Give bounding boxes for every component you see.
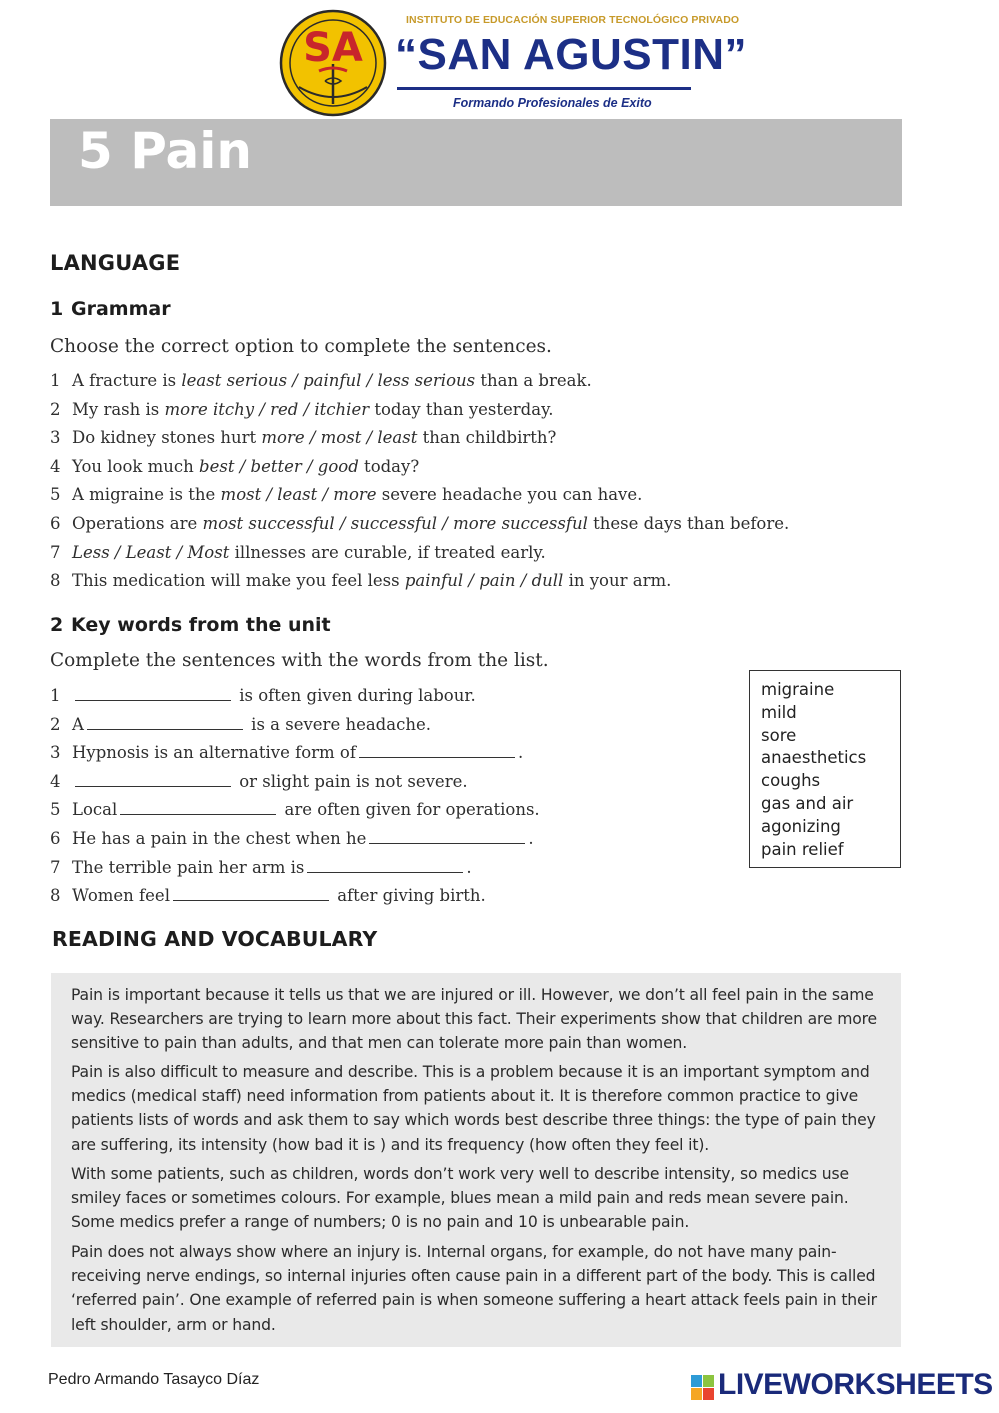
school-name: “SAN AGUSTIN”	[395, 30, 747, 79]
grammar-item: 4 You look much best / better / good today?	[50, 456, 420, 476]
grammar-item: 8 This medication will make you feel less painful / pain / dull in your arm.	[50, 571, 672, 591]
grammar-item: 5 A migraine is the most / least / more severe headache you can have.	[50, 485, 643, 505]
word-list-item: pain relief	[761, 839, 844, 859]
grammar-list	[50, 367, 789, 596]
grammar-item: 1 A fracture is least serious / painful / less serious than a break.	[50, 371, 592, 390]
answer-blank[interactable]	[87, 713, 243, 730]
school-name-underline	[397, 87, 691, 90]
grammar-item: 7 Less / Least / Most illnesses are curable, if treated early.	[50, 542, 546, 562]
keywords-list	[50, 682, 540, 911]
grammar-item: 6 Operations are most successful / successful / more successful these days than before.	[50, 513, 790, 533]
reading-paragraph: Pain does not always show where an injury is. Internal organs, for example, do not have many pain-receiving nerve endings, so internal injuries often cause pain in a different part of the body. This is called ‘referred pain’. One example of referred pain is when someone suffering a heart attack feels pain in their left shoulder, arm or hand.	[71, 1243, 877, 1334]
keywords-item: 8 Women feel after giving birth.	[50, 886, 486, 906]
answer-options[interactable]: best / better / good	[199, 456, 359, 476]
keywords-instruction: Complete the sentences with the words from the list.	[50, 650, 549, 671]
keywords-item: 6 He has a pain in the chest when he .	[50, 828, 534, 848]
keywords-item: 1 is often given during labour.	[50, 686, 476, 705]
keywords-item: 3 Hypnosis is an alternative form of .	[50, 743, 524, 763]
grammar-item: 3 Do kidney stones hurt more / most / least than childbirth?	[50, 428, 557, 448]
answer-blank[interactable]	[359, 741, 515, 758]
word-list-item: gas and air	[761, 793, 854, 813]
answer-options[interactable]: painful / pain / dull	[404, 571, 564, 591]
answer-blank[interactable]	[173, 884, 329, 901]
answer-options[interactable]: more / most / least	[261, 428, 418, 448]
answer-options[interactable]: Less / Least / Most	[72, 542, 230, 562]
keywords-item: 4 or slight pain is not severe.	[50, 771, 468, 791]
keywords-heading	[50, 614, 331, 636]
keywords-number: 2	[50, 614, 64, 636]
word-list-item: sore	[761, 725, 797, 745]
word-list-box	[749, 670, 901, 868]
keywords-item: 7 The terrible pain her arm is .	[50, 857, 472, 877]
grammar-instruction: Choose the correct option to complete the sentences.	[50, 336, 552, 357]
language-heading: LANGUAGE	[50, 251, 181, 275]
institution-name: INSTITUTO DE EDUCACIÓN SUPERIOR TECNOLÓGICO PRIVADO	[406, 14, 740, 26]
logo-letters: SA	[303, 25, 363, 71]
grammar-heading	[50, 298, 171, 320]
keywords-item: 2 A is a severe headache.	[50, 714, 431, 734]
author-name: Pedro Armando Tasayco Díaz	[48, 1371, 260, 1388]
school-motto: Formando Profesionales de Exito	[453, 96, 652, 110]
reading-paragraph: With some patients, such as children, words don’t work very well to describe intensity, so medics use smiley faces or sometimes colours. For example, blues mean a mild pain and reds mean severe pain. Some medics prefer a range of numbers; 0 is no pain and 10 is unbearable pain.	[71, 1165, 849, 1232]
reading-passage	[51, 973, 901, 1347]
word-list-item: anaesthetics	[761, 748, 867, 768]
word-list-item: mild	[761, 702, 797, 722]
keywords-item: 5 Local are often given for operations.	[50, 800, 540, 820]
reading-heading: READING AND VOCABULARY	[52, 927, 378, 951]
grammar-title: Grammar	[71, 298, 171, 320]
school-logo	[279, 9, 387, 117]
word-list-item: agonizing	[761, 816, 841, 836]
grammar-number: 1	[50, 298, 64, 320]
reading-paragraph: Pain is important because it tells us that we are injured or ill. However, we don’t all feel pain in the same way. Researchers are trying to learn more about this fact. Their experiments show that children are more sensitive to pain than adults, and that men can tolerate more pain than women.	[71, 986, 877, 1053]
unit-title: 5 Pain	[78, 122, 252, 180]
answer-blank[interactable]	[369, 827, 525, 844]
answer-blank[interactable]	[75, 684, 231, 701]
answer-blank[interactable]	[307, 856, 463, 873]
liveworksheets-logo-icon	[691, 1375, 715, 1401]
grammar-item: 2 My rash is more itchy / red / itchier today than yesterday.	[50, 399, 554, 419]
word-list-item: migraine	[761, 680, 835, 699]
answer-options[interactable]: more itchy / red / itchier	[164, 399, 370, 419]
answer-options[interactable]: least serious / painful / less serious	[181, 371, 476, 390]
word-list-item: coughs	[761, 771, 821, 791]
keywords-title: Key words from the unit	[71, 614, 331, 636]
answer-blank[interactable]	[120, 798, 276, 815]
answer-options[interactable]: most / least / more	[220, 485, 377, 505]
answer-blank[interactable]	[75, 770, 231, 787]
answer-options[interactable]: most successful / successful / more successful	[202, 513, 588, 533]
reading-paragraph: Pain is also difficult to measure and describe. This is a problem because it is an important symptom and medics (medical staff) need information from patients about it. It is therefore common practice to give patients lists of words and ask them to say which words best describe three things: the type of pain they are suffering, its intensity (how bad it is ) and its frequency (how often they feel it).	[71, 1063, 876, 1154]
liveworksheets-brand[interactable]: LIVEWORKSHEETS	[718, 1368, 993, 1401]
